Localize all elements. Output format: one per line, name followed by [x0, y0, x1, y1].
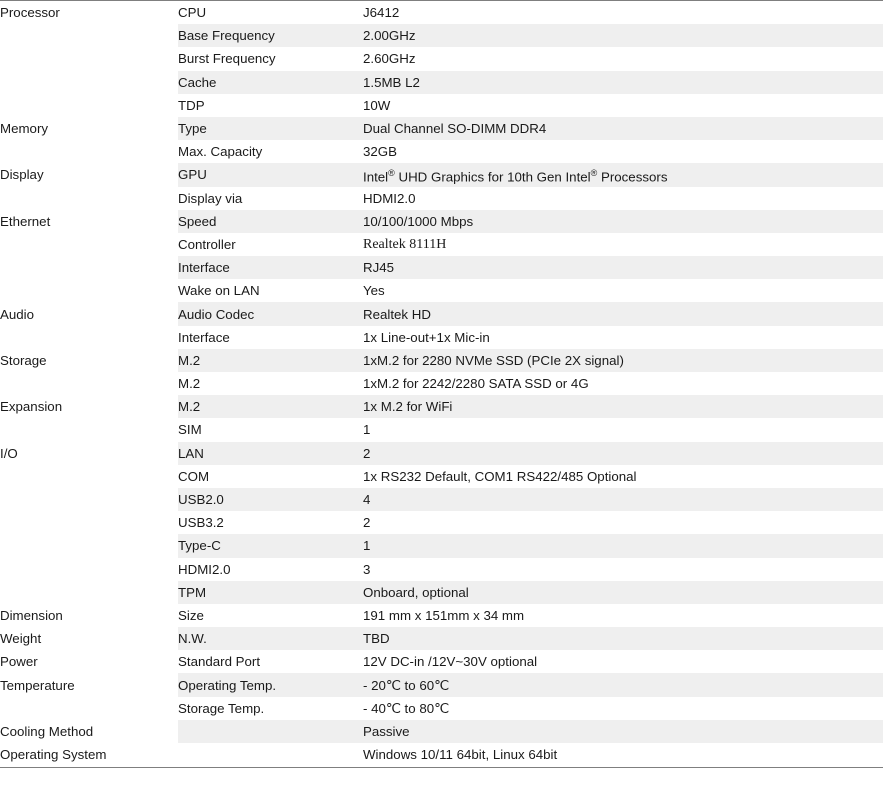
category-cell: Weight — [0, 627, 178, 650]
item-cell: Display via — [178, 187, 363, 210]
table-row — [0, 604, 883, 627]
item-cell: GPU — [178, 163, 363, 186]
item-cell: Speed — [178, 210, 363, 233]
value-cell: RJ45 — [363, 256, 883, 279]
specification-table — [0, 1, 883, 766]
table-row — [0, 187, 883, 210]
value-cell: 1.5MB L2 — [363, 71, 883, 94]
table-row — [0, 395, 883, 418]
table-row — [0, 279, 883, 302]
value-cell: - 40℃ to 80℃ — [363, 697, 883, 720]
category-cell: Audio — [0, 302, 178, 325]
category-cell: Operating System — [0, 743, 178, 766]
item-cell: Audio Codec — [178, 302, 363, 325]
table-row — [0, 302, 883, 325]
table-bottom-rule — [0, 767, 883, 768]
value-cell: Dual Channel SO-DIMM DDR4 — [363, 117, 883, 140]
table-row — [0, 163, 883, 186]
item-cell: Wake on LAN — [178, 279, 363, 302]
item-cell: HDMI2.0 — [178, 558, 363, 581]
table-row — [0, 558, 883, 581]
item-cell: Cache — [178, 71, 363, 94]
item-cell: M.2 — [178, 349, 363, 372]
value-cell: 1xM.2 for 2280 NVMe SSD (PCIe 2X signal) — [363, 349, 883, 372]
table-row — [0, 233, 883, 256]
category-cell — [0, 558, 178, 581]
table-row — [0, 442, 883, 465]
table-row — [0, 47, 883, 70]
value-cell: 1xM.2 for 2242/2280 SATA SSD or 4G — [363, 372, 883, 395]
item-cell: Interface — [178, 256, 363, 279]
value-cell: 3 — [363, 558, 883, 581]
item-cell: Base Frequency — [178, 24, 363, 47]
table-row — [0, 465, 883, 488]
value-cell: 12V DC-in /12V~30V optional — [363, 650, 883, 673]
table-row — [0, 210, 883, 233]
table-row — [0, 349, 883, 372]
value-cell: 10/100/1000 Mbps — [363, 210, 883, 233]
item-cell: Controller — [178, 233, 363, 256]
table-row — [0, 697, 883, 720]
value-cell: Windows 10/11 64bit, Linux 64bit — [363, 743, 883, 766]
value-cell: Realtek 8111H — [363, 233, 883, 256]
table-row — [0, 720, 883, 743]
item-cell: Standard Port — [178, 650, 363, 673]
value-cell: HDMI2.0 — [363, 187, 883, 210]
value-cell: 2 — [363, 511, 883, 534]
table-row — [0, 743, 883, 766]
item-cell — [178, 743, 363, 766]
table-row — [0, 256, 883, 279]
item-cell: TDP — [178, 94, 363, 117]
category-cell: Expansion — [0, 395, 178, 418]
table-row — [0, 140, 883, 163]
category-cell: Power — [0, 650, 178, 673]
item-cell: Operating Temp. — [178, 673, 363, 696]
category-cell — [0, 372, 178, 395]
item-cell: Max. Capacity — [178, 140, 363, 163]
item-cell: N.W. — [178, 627, 363, 650]
value-cell: 2 — [363, 442, 883, 465]
item-cell: USB3.2 — [178, 511, 363, 534]
table-top-rule — [0, 0, 883, 1]
value-cell: 191 mm x 151mm x 34 mm — [363, 604, 883, 627]
value-cell: 2.60GHz — [363, 47, 883, 70]
value-cell: Passive — [363, 720, 883, 743]
item-cell — [178, 720, 363, 743]
category-cell: Processor — [0, 1, 178, 24]
category-cell — [0, 233, 178, 256]
value-cell: Onboard, optional — [363, 581, 883, 604]
table-row — [0, 627, 883, 650]
table-row — [0, 1, 883, 24]
category-cell — [0, 279, 178, 302]
value-cell: - 20℃ to 60℃ — [363, 673, 883, 696]
category-cell: Storage — [0, 349, 178, 372]
table-row — [0, 94, 883, 117]
value-cell: 10W — [363, 94, 883, 117]
table-row — [0, 581, 883, 604]
value-cell: 32GB — [363, 140, 883, 163]
category-cell: Display — [0, 163, 178, 186]
table-row — [0, 326, 883, 349]
category-cell — [0, 326, 178, 349]
item-cell: LAN — [178, 442, 363, 465]
category-cell — [0, 465, 178, 488]
category-cell — [0, 94, 178, 117]
value-cell: TBD — [363, 627, 883, 650]
table-row — [0, 511, 883, 534]
category-cell — [0, 511, 178, 534]
category-cell — [0, 24, 178, 47]
value-cell: 1x Line-out+1x Mic-in — [363, 326, 883, 349]
item-cell: Storage Temp. — [178, 697, 363, 720]
category-cell — [0, 581, 178, 604]
value-cell: J6412 — [363, 1, 883, 24]
category-cell: Cooling Method — [0, 720, 178, 743]
category-cell — [0, 187, 178, 210]
category-cell — [0, 140, 178, 163]
table-row — [0, 71, 883, 94]
item-cell: TPM — [178, 581, 363, 604]
value-cell: 1 — [363, 418, 883, 441]
item-cell: USB2.0 — [178, 488, 363, 511]
table-row — [0, 650, 883, 673]
category-cell: Dimension — [0, 604, 178, 627]
item-cell: Interface — [178, 326, 363, 349]
table-row — [0, 117, 883, 140]
value-cell: 1x RS232 Default, COM1 RS422/485 Optional — [363, 465, 883, 488]
value-cell: 1 — [363, 534, 883, 557]
category-cell — [0, 534, 178, 557]
category-cell — [0, 256, 178, 279]
category-cell: Memory — [0, 117, 178, 140]
value-cell: Yes — [363, 279, 883, 302]
value-cell: 2.00GHz — [363, 24, 883, 47]
category-cell — [0, 71, 178, 94]
item-cell: Burst Frequency — [178, 47, 363, 70]
item-cell: CPU — [178, 1, 363, 24]
table-row — [0, 24, 883, 47]
item-cell: Type-C — [178, 534, 363, 557]
value-cell: Realtek HD — [363, 302, 883, 325]
category-cell — [0, 418, 178, 441]
value-cell: 1x M.2 for WiFi — [363, 395, 883, 418]
item-cell: SIM — [178, 418, 363, 441]
table-row — [0, 488, 883, 511]
item-cell: Type — [178, 117, 363, 140]
category-cell — [0, 488, 178, 511]
category-cell: Temperature — [0, 673, 178, 696]
item-cell: M.2 — [178, 395, 363, 418]
value-cell: Intel® UHD Graphics for 10th Gen Intel® Processors — [363, 163, 883, 186]
category-cell: Ethernet — [0, 210, 178, 233]
value-cell: 4 — [363, 488, 883, 511]
item-cell: Size — [178, 604, 363, 627]
table-row — [0, 372, 883, 395]
table-body — [0, 1, 883, 766]
category-cell — [0, 697, 178, 720]
item-cell: COM — [178, 465, 363, 488]
table-row — [0, 534, 883, 557]
category-cell: I/O — [0, 442, 178, 465]
item-cell: M.2 — [178, 372, 363, 395]
table-row — [0, 418, 883, 441]
category-cell — [0, 47, 178, 70]
table-row — [0, 673, 883, 696]
